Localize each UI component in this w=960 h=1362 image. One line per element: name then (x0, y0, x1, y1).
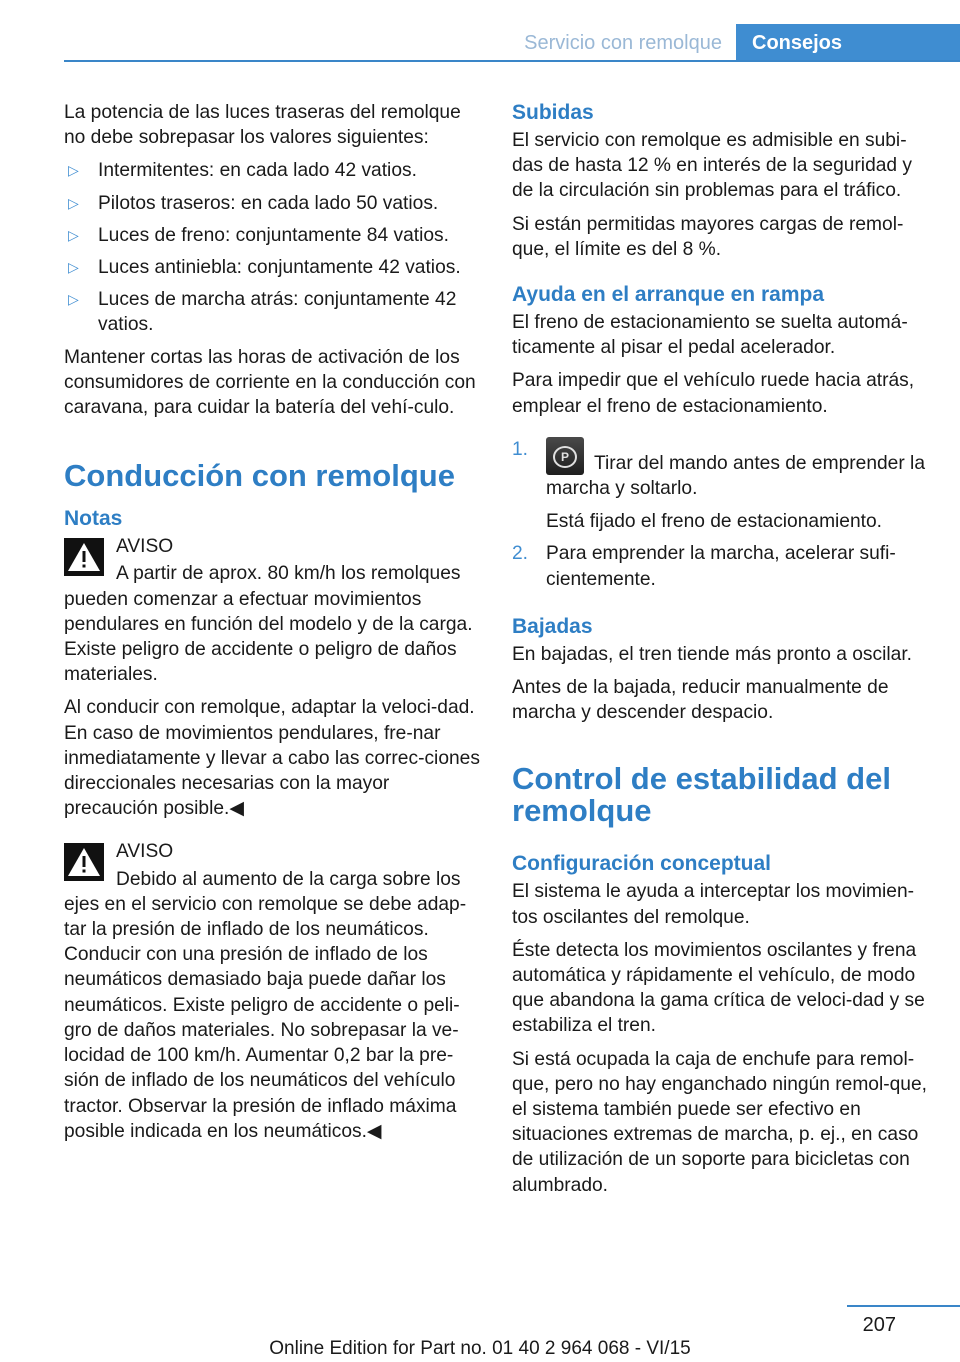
list-item: ▷ Luces de freno: conjuntamente 84 vatios. (64, 223, 480, 248)
header-rule (64, 60, 960, 62)
list-item: ▷ Pilotos traseros: en cada lado 50 vatios. (64, 191, 480, 216)
step-text: Tirar del mando antes de emprender la marcha y soltarlo. (546, 452, 925, 500)
right-column (512, 100, 928, 1206)
hill-start-paragraph-1: El freno de estacionamiento se suelta automá-ticamente al pisar el pedal acelerador. (512, 312, 908, 359)
downhill-paragraph-2: Antes de la bajada, reducir manualmente de marcha y descender despacio. (512, 677, 889, 724)
concept-paragraph-1: El sistema le ayuda a interceptar los movimien-tos oscilantes del remolque. (512, 881, 915, 928)
uphill-heading: Subidas (512, 101, 594, 124)
section-title-trailer-stability: Control de estabilidad del remolque (512, 761, 891, 829)
triangle-bullet-icon: ▷ (68, 162, 79, 179)
step-result: Está fijado el freno de estacionamiento. (546, 511, 882, 533)
section-title-towing: Conducción con remolque (64, 458, 455, 494)
warning-text: pueden comenzar a efectuar movimientos pendulares en función del modelo y de la carga. Existe peligro de accidente o peligro de daños materiales. (64, 588, 473, 686)
list-item: 1. P Tirar del mando antes de emprender la marcha y soltarlo. Está fijado el freno de estacionamiento. (512, 437, 928, 535)
left-column (64, 100, 480, 1152)
list-item: ▷ Luces antiniebla: conjuntamente 42 vatios. (64, 255, 480, 280)
concept-heading: Configuración conceptual (512, 852, 772, 876)
triangle-bullet-icon: ▷ (68, 259, 79, 276)
warning-text: ejes en el servicio con remolque se debe adap-tar la presión de inflado de los neumáticos. Conducir con una presión de inflado de los neumáticos demasiado baja puede dañar los neumáticos. Existe peligro de accidente o peli-gro de daños materiales. No sobrepasar la ve-locidad de 100 km/h. Aumentar 0,2 bar la pre-sión de inflado de los neumáticos del vehículo tractor. Observar la presión de inflado máxima posible indicada en los neumáticos.◀ (64, 893, 467, 1142)
page-header (64, 0, 960, 62)
triangle-bullet-icon: ▷ (68, 194, 79, 211)
warning-text-first-line: Debido al aumento de la carga sobre los (116, 868, 461, 890)
page-number: 207 (862, 1314, 896, 1336)
notes-heading: Notas (64, 507, 123, 531)
concept-paragraph-3: Si está ocupada la caja de enchufe para remol-que, pero no hay enganchado ningún remol-que, el sistema también puede ser efectivo en situaciones extremas de marcha, p. ej., en caso de utilización de un soporte para bicicletas con alumbrado. (512, 1048, 927, 1196)
warning-label: AVISO (116, 536, 174, 558)
intro-paragraph: La potencia de las luces traseras del remolque no debe sobrepasar los valores siguientes: (64, 102, 461, 149)
list-item: ▷ Luces de marcha atrás: conjuntamente 42 vatios. (68, 289, 457, 336)
parking-brake-steps (512, 437, 928, 592)
step-text: Para emprender la marcha, acelerar sufi-cientemente. (546, 543, 896, 590)
downhill-paragraph-1: En bajadas, el tren tiende más pronto a oscilar. (512, 643, 912, 665)
warning-triangle-icon (64, 538, 104, 576)
warning-triangle-icon (64, 843, 104, 881)
battery-paragraph: Mantener cortas las horas de activación de los consumidores de corriente en la conducción con caravana, para cuidar la batería del vehí-culo. (64, 346, 476, 419)
edition-footer: Online Edition for Part no. 01 40 2 964 068 - VI/15 (269, 1338, 691, 1359)
hill-start-paragraph-2: Para impedir que el vehículo ruede hacia atrás, emplear el freno de estacionamiento. (512, 370, 915, 417)
downhill-heading: Bajadas (512, 614, 593, 638)
warning-label: AVISO (116, 841, 174, 863)
list-item: ▷ Intermitentes: en cada lado 42 vatios. (64, 158, 480, 183)
header-section-title: Servicio con remolque (524, 32, 722, 54)
header-active-tab: Consejos (736, 24, 960, 62)
footer-rule (847, 1305, 960, 1307)
parking-brake-icon: P (546, 437, 584, 475)
uphill-paragraph-1: El servicio con remolque es admisible en subi-das de hasta 12 % en interés de la seguridad y de la circulación sin problemas para el tráfico. (512, 130, 913, 202)
hill-start-heading: Ayuda en el arranque en rampa (512, 283, 824, 307)
warning-text-first-line: A partir de aprox. 80 km/h los remolques (116, 563, 461, 585)
lamp-power-list (64, 158, 480, 337)
warning-block (64, 534, 480, 687)
uphill-paragraph-2: Si están permitidas mayores cargas de remol-que, el límite es del 8 %. (512, 213, 904, 260)
concept-paragraph-2: Éste detecta los movimientos oscilantes y frena automática y rápidamente el vehículo, de modo que abandona la gama crítica de veloci-dad y se estabiliza el tren. (512, 939, 925, 1037)
triangle-bullet-icon: ▷ (68, 291, 79, 308)
warning-instruction: Al conducir con remolque, adaptar la veloci-dad. En caso de movimientos pendulares, fre-nar inmediatamente y llevar a cabo las correc-ciones direccionales necesarias con la mayor precaución posible.◀ (64, 697, 480, 820)
triangle-bullet-icon: ▷ (68, 226, 79, 243)
warning-block (64, 839, 480, 1143)
list-item: 2. Para emprender la marcha, acelerar sufi-cientemente. (512, 543, 896, 590)
